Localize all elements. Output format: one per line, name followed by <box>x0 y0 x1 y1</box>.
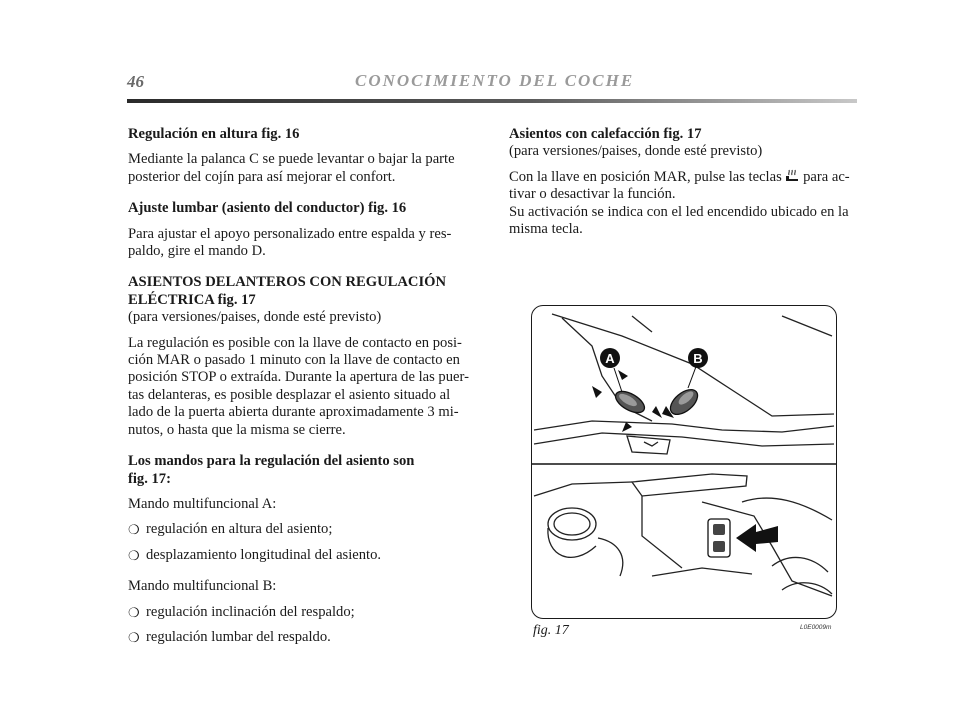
text-fragment: Con la llave en posición MAR, pulse las teclas <box>509 168 782 185</box>
section-title-mandos-2: fig. 17: <box>128 470 171 487</box>
paragraph-line: paldo, gire el mando D. <box>128 243 266 260</box>
section-title-regulacion-altura: Regulación en altura fig. 16 <box>128 126 300 142</box>
mando-b-label: Mando multifuncional B: <box>128 578 277 595</box>
paragraph-line: tas delanteras, es posible desplazar el asiento situado al <box>128 386 451 403</box>
right-column <box>509 126 861 238</box>
list-item <box>128 604 480 621</box>
figure-17-illustration <box>531 305 837 619</box>
paragraph-line: nutos, o hasta que la misma se cierre. <box>128 421 346 438</box>
text-fragment: para ac- <box>803 168 850 185</box>
list-item-text: regulación en altura del asiento; <box>146 521 333 538</box>
list-item-text: regulación lumbar del respaldo. <box>146 628 331 645</box>
list-item <box>128 547 480 564</box>
bullet-icon: ❍ <box>128 604 140 620</box>
paragraph-line: La regulación es posible con la llave de contacto en posi- <box>128 334 462 351</box>
paragraph-line: misma tecla. <box>509 221 583 238</box>
paragraph-line: ción MAR o pasado 1 minuto con la llave de contacto en <box>128 352 460 369</box>
section-subtitle: (para versiones/paises, donde esté previsto) <box>128 309 382 326</box>
section-title-asientos-electricos: ASIENTOS DELANTEROS CON REGULACIÓN <box>128 274 447 291</box>
bullet-icon: ❍ <box>128 547 140 563</box>
section-title-ajuste-lumbar: Ajuste lumbar (asiento del conductor) fig. 16 <box>128 200 407 217</box>
figure-code: L0E0009m <box>800 624 832 631</box>
figure-caption: fig. 17 <box>533 623 569 638</box>
list-item <box>128 521 480 538</box>
paragraph-line: posición STOP o extraída. Durante la apertura de las puer- <box>128 369 469 386</box>
left-column <box>128 126 480 646</box>
label-b: B <box>693 351 703 366</box>
paragraph-line: tivar o desactivar la función. <box>509 186 676 203</box>
seat-heater-icon <box>785 169 799 182</box>
paragraph-line: Su activación se indica con el led encendido ubicado en la <box>509 203 849 220</box>
header-rule <box>127 99 857 103</box>
paragraph-line: Para ajustar el apoyo personalizado entre espalda y res- <box>128 225 452 242</box>
list-item-text: regulación inclinación del respaldo; <box>146 603 355 620</box>
bullet-icon: ❍ <box>128 629 140 645</box>
section-title-calefaccion: Asientos con calefacción fig. 17 <box>509 126 702 142</box>
bullet-icon: ❍ <box>128 522 140 538</box>
paragraph-line: lado de la puerta abierta durante aproximadamente 3 mi- <box>128 404 459 421</box>
list-item <box>128 629 480 646</box>
paragraph-line: Mediante la palanca C se puede levantar o bajar la parte <box>128 151 455 168</box>
running-head: CONOCIMIENTO DEL COCHE <box>355 71 635 90</box>
label-a: A <box>605 351 615 366</box>
paragraph-line <box>509 169 861 186</box>
section-title-mandos: Los mandos para la regulación del asiento son <box>128 453 415 470</box>
mando-a-label: Mando multifuncional A: <box>128 495 277 512</box>
page-number: 46 <box>127 72 144 91</box>
paragraph-line: posterior del cojín para así mejorar el confort. <box>128 168 396 185</box>
section-title-asientos-electricos-2: ELÉCTRICA fig. 17 <box>128 291 256 308</box>
section-subtitle: (para versiones/paises, donde esté previsto) <box>509 143 763 160</box>
list-item-text: desplazamiento longitudinal del asiento. <box>146 546 382 563</box>
figure-drawing <box>532 306 836 618</box>
